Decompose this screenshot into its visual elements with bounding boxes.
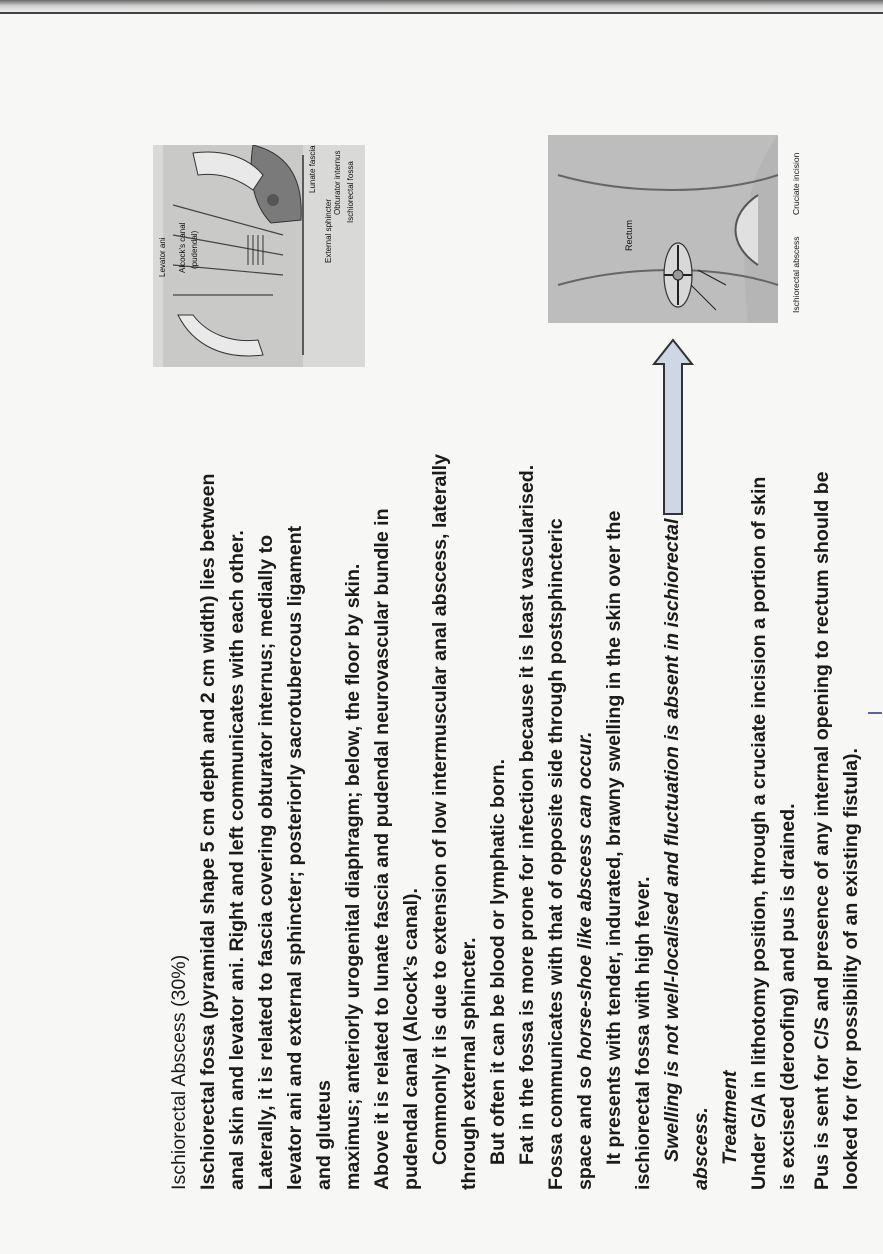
label-external-sphincter: External sphincter (324, 198, 333, 263)
label-cruciate-incision: Cruciate incision (791, 152, 801, 215)
label-lunate-fascia: Lunate fascia (308, 145, 317, 193)
label-pudendal: (pudendal) (190, 230, 199, 269)
text-line: It presents with tender, indurated, brawny swelling in the skin over the (603, 510, 625, 1165)
text-line: is excised (deroofing) and pus is drained. (777, 803, 799, 1190)
text-line: pudendal canal (Alcock’s canal). (400, 888, 422, 1190)
text-span: space and so (574, 1060, 596, 1190)
text-line: Fat in the fossa is more prone for infection because it is least vascularised. (516, 464, 538, 1165)
label-alcocks-canal: Alcock's canal (178, 222, 187, 273)
label-ischiorectal-abscess: Ischiorectal abscess (791, 236, 801, 313)
arrow-icon (652, 338, 694, 518)
treatment-heading: Treatment (719, 1070, 741, 1165)
label-rectum: Rectum (624, 219, 634, 251)
text-line: Under G/A in lithotomy position, through a cruciate incision a portion of skin (748, 476, 770, 1190)
section-heading: Ischiorectal Abscess (30%) (168, 954, 190, 1190)
text-line: looked for (for possibility of an existing fistula). (840, 748, 862, 1190)
text-line: Fossa communicates with that of opposite side through postsphincteric (545, 518, 567, 1190)
text-line: maximus; anteriorly urogenital diaphragm; below, the floor by skin. (342, 563, 364, 1190)
italic-text-line: abscess. (690, 1107, 712, 1190)
text-line: Above it is related to lunate fascia and pudendal neurovascular bundle in (371, 508, 393, 1190)
text-line: through external sphincter. (458, 937, 480, 1190)
text-line: and gluteus (313, 1080, 335, 1190)
text-line: ischiorectal fossa with high fever. (632, 876, 654, 1190)
label-ischiorectal-fossa: Ischiorectal fossa (346, 161, 355, 223)
italic-text-line: Swelling is not well-localised and fluctuation is absent in ischiorectal (661, 518, 683, 1162)
italic-text-span: horse-shoe like abscess can occur. (574, 731, 596, 1061)
rotated-text-block (165, 230, 862, 1190)
pen-mark (868, 712, 882, 714)
text-line: anal skin and levator ani. Right and left communicates with each other. (226, 530, 248, 1190)
scan-edge-line (0, 12, 883, 14)
text-line: Pus is sent for C/S and presence of any internal opening to rectum should be (811, 471, 833, 1190)
incision-figure (548, 135, 810, 323)
label-obturator-internus: Obturator internus (333, 150, 342, 215)
text-line: Ischiorectal fossa (pyramidal shape 5 cm depth and 2 cm width) lies between (197, 473, 219, 1190)
text-line: But often it can be blood or lymphatic born. (487, 758, 509, 1165)
anatomy-figure (153, 145, 365, 367)
text-line: levator ani and external sphincter; posteriorly sacrotubercous ligament (284, 525, 306, 1190)
text-line (571, 230, 600, 1190)
text-line: Laterally, it is related to fascia covering obturator internus; medially to (255, 534, 277, 1190)
label-levator-ani: Levator ani (158, 237, 167, 277)
text-line: Commonly it is due to extension of low intermuscular anal abscess, laterally (429, 453, 451, 1165)
